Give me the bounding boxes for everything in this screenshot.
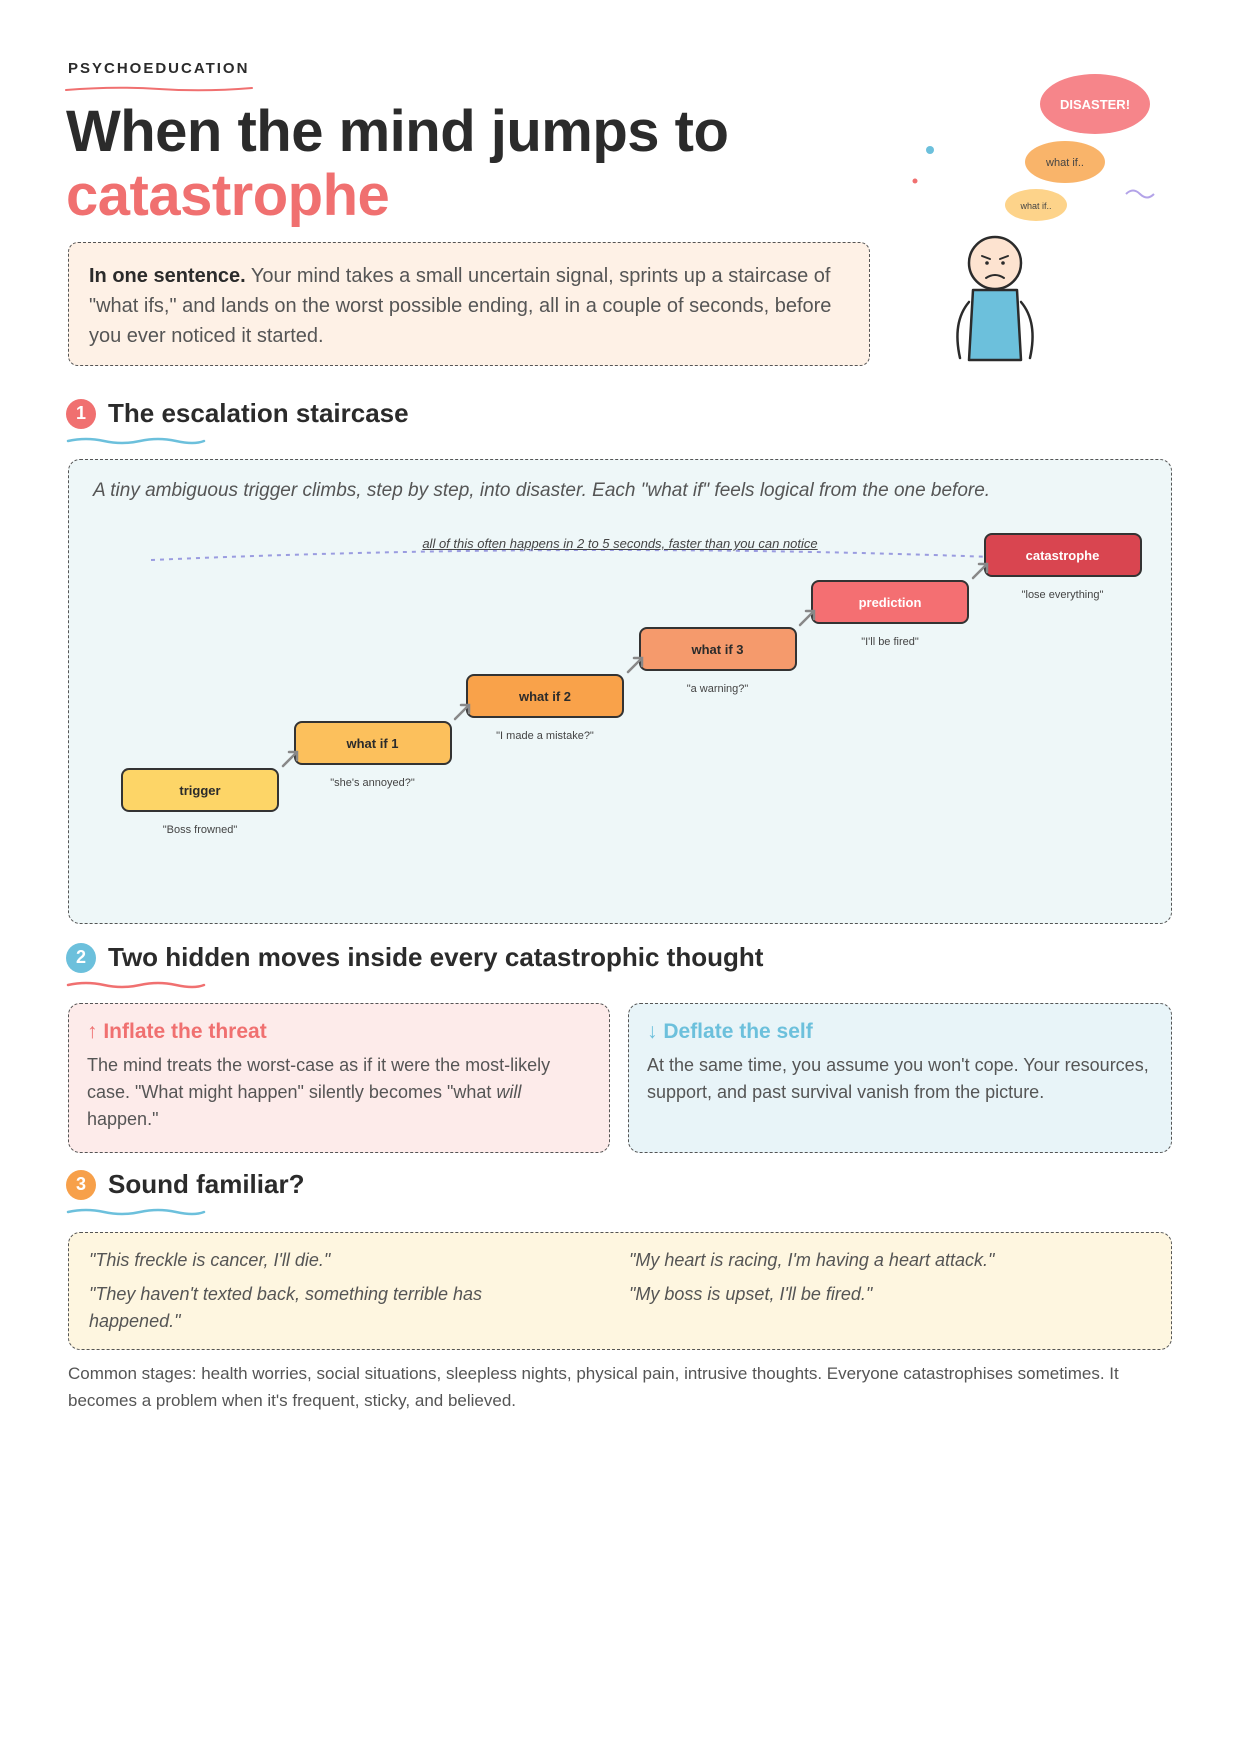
step-caption: "Boss frowned" (162, 824, 238, 836)
section-1-number: 1 (66, 399, 96, 429)
quote-heart: "My heart is racing, I'm having a heart attack." (629, 1250, 995, 1270)
title-accent: catastrophe (66, 163, 390, 228)
section-2-underline (66, 980, 206, 990)
deflate-self-title (647, 1020, 1153, 1044)
section-3-heading (66, 1169, 304, 1200)
step-caption: "a warning?" (686, 683, 749, 695)
familiar-quotes-panel (68, 1232, 1172, 1350)
section-1-underline (66, 436, 206, 446)
staircase-panel (68, 459, 1172, 924)
what-if-small-text: what if.. (1020, 201, 1052, 211)
squiggle-decoration (1126, 191, 1154, 198)
footnote: Common stages: health worries, social situations, sleepless nights, physical pain, intrusive thoughts. Everyone catastrophises sometimes. It becomes a problem when it's frequent, sticky, and believed. (68, 1364, 1119, 1410)
section-3-number: 3 (66, 1170, 96, 1200)
quote-freckle: "This freckle is cancer, I'll die." (89, 1250, 331, 1270)
arrow-up-icon: ↑ (87, 1020, 98, 1043)
step-arrow (970, 559, 992, 581)
eye-left (985, 261, 989, 265)
summary-text: Your mind takes a small uncertain signal, sprints up a staircase of "what ifs," and lands on the worst possible ending, all in a couple of seconds, before you ever noticed it started. (89, 265, 832, 347)
staircase-intro: A tiny ambiguous trigger climbs, step by step, into disaster. Each "what if" feels logical from the one before. (93, 480, 991, 501)
eyebrow-underline (64, 84, 254, 94)
step-caption: "I made a mistake?" (496, 730, 594, 742)
step-trigger: trigger (121, 768, 279, 812)
arm-right (1021, 302, 1033, 358)
what-if-mid-text: what if.. (1046, 157, 1084, 169)
step-caption: "I'll be fired" (861, 636, 919, 648)
inflate-threat-body: The mind treats the worst-case as if it were the most-likely case. "What might happen" silently becomes "what will happen." (87, 1055, 551, 1129)
deflate-self-card (628, 1003, 1172, 1153)
quote-texted: "They haven't texted back, something terrible has happened." (89, 1284, 483, 1331)
step-what-if-3: what if 3 (639, 627, 797, 671)
section-3-title: Sound familiar? (108, 1169, 305, 1199)
step-arrow (797, 606, 819, 628)
step-caption: "she's annoyed?" (330, 777, 415, 789)
summary-box (68, 242, 870, 366)
illustration-svg (900, 60, 1200, 380)
step-what-if-1: what if 1 (294, 721, 452, 765)
step-catastrophe: catastrophe (984, 533, 1142, 577)
emphasis-will: will (496, 1082, 522, 1102)
body (969, 290, 1021, 360)
section-2-number: 2 (66, 943, 96, 973)
summary-lead: In one sentence. (89, 265, 246, 287)
page-title (66, 100, 728, 228)
staircase-time-note: all of this often happens in 2 to 5 seconds, faster than you can notice (422, 536, 818, 551)
arm-left (957, 302, 969, 358)
eyebrow-label: PSYCHOEDUCATION (68, 60, 250, 77)
inflate-threat-card (68, 1003, 610, 1153)
disaster-bubble-text: DISASTER! (1059, 97, 1131, 112)
step-caption: "lose everything" (1021, 589, 1104, 601)
section-3-underline (66, 1207, 206, 1217)
eye-right (1001, 261, 1005, 265)
confetti-dot-blue (926, 146, 934, 154)
quote-boss: "My boss is upset, I'll be fired." (629, 1284, 873, 1304)
arrow-down-icon: ↓ (647, 1020, 658, 1043)
confetti-dot-red (913, 179, 918, 184)
step-arrow (625, 653, 647, 675)
inflate-threat-title (87, 1020, 591, 1044)
section-1-title: The escalation staircase (108, 398, 409, 428)
section-2-title: Two hidden moves inside every catastrophic thought (108, 942, 764, 972)
step-arrow (280, 747, 302, 769)
head (969, 237, 1021, 289)
section-2-heading (66, 942, 763, 973)
deflate-self-body: At the same time, you assume you won't cope. Your resources, support, and past survival vanish from the picture. (647, 1055, 1149, 1102)
title-line-1: When the mind jumps to (66, 99, 729, 164)
step-what-if-2: what if 2 (466, 674, 624, 718)
inflate-threat-label: Inflate the threat (103, 1020, 267, 1043)
step-prediction: prediction (811, 580, 969, 624)
step-arrow (452, 700, 474, 722)
deflate-self-label: Deflate the self (663, 1020, 813, 1043)
section-1-heading (66, 398, 409, 429)
worried-person-illustration (900, 60, 1200, 380)
